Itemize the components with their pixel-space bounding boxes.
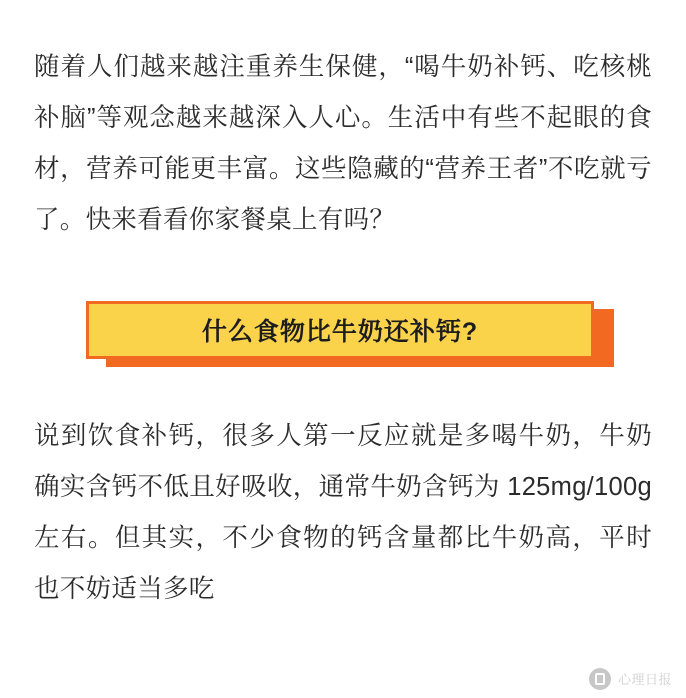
circle-logo-icon	[589, 668, 611, 690]
heading-banner	[86, 301, 594, 359]
section-heading	[34, 302, 652, 359]
heading-label: 什么食物比牛奶还补钙?	[201, 317, 479, 346]
article-paragraph-2: 说到饮食补钙，很多人第一反应就是多喝牛奶，牛奶确实含钙不低且好吸收，通常牛奶含钙为 125mg/100g 左右。但其实，不少食物的钙含量都比牛奶高，平时也不妨适当多吃	[34, 421, 652, 603]
article-paragraph-1: 随着人们越来越注重养生保健，“喝牛奶补钙、吃核桃补脑”等观念越来越深入人心。生活中有些不起眼的食材，营养可能更丰富。这些隐藏的“营养王者”不吃就亏了。快来看看你家餐桌上有吗？	[34, 52, 652, 234]
article-page	[0, 26, 686, 698]
watermark-label: 心理日报	[617, 672, 672, 687]
watermark	[589, 668, 672, 690]
